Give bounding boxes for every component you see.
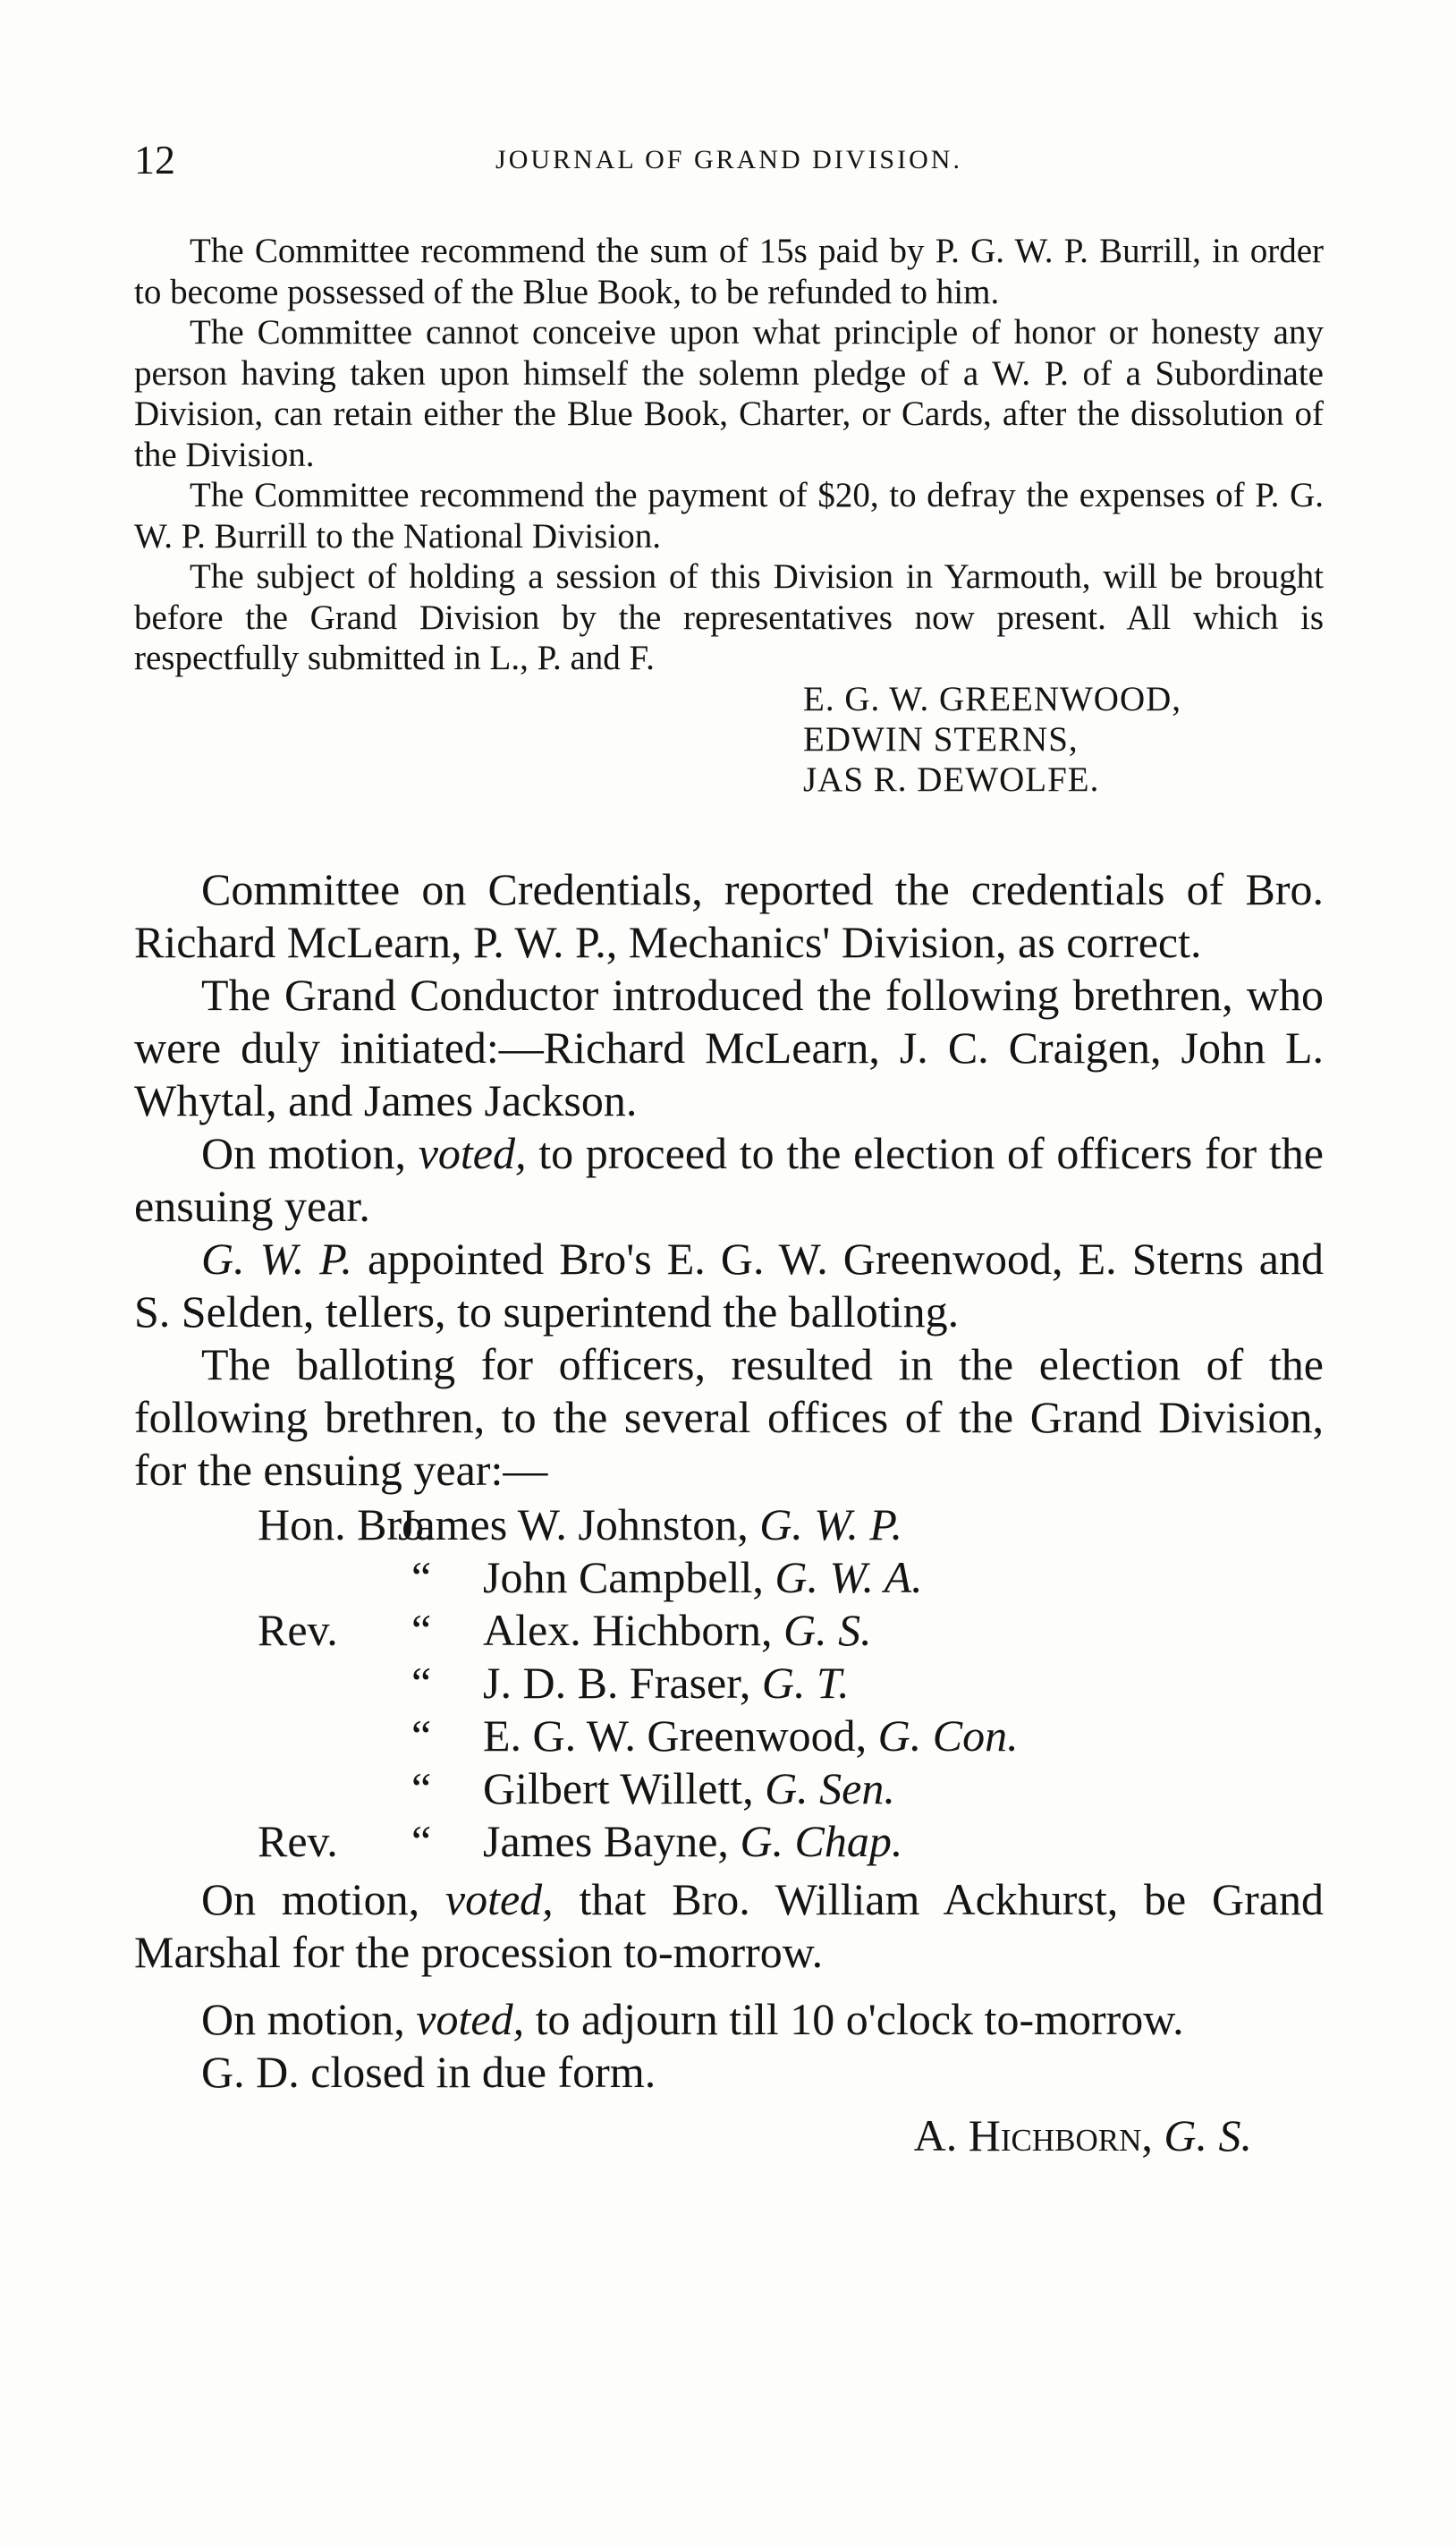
officer-row bbox=[134, 1604, 1324, 1657]
page-header bbox=[134, 136, 1324, 190]
officers-list bbox=[134, 1498, 1324, 1868]
officer-prefix: Hon. Bro. bbox=[258, 1499, 436, 1549]
committee-report bbox=[134, 231, 1324, 800]
running-title: JOURNAL OF GRAND DIVISION. bbox=[495, 145, 962, 174]
page-number: 12 bbox=[134, 137, 175, 182]
officer-row bbox=[134, 1762, 1324, 1815]
officer-name: James W. Johnston, G. W. P. bbox=[398, 1499, 902, 1549]
gwp-abbrev: G. W. P. bbox=[201, 1234, 352, 1284]
marshal-paragraph: On motion, voted, that Bro. William Ackhurst, be Grand Marshal for the procession to-morrow. bbox=[134, 1874, 1324, 1977]
voted-word: voted, bbox=[444, 1874, 554, 1924]
signatory: EDWIN STERNS, bbox=[803, 719, 1079, 759]
tellers-paragraph bbox=[134, 1233, 1324, 1338]
report-paragraph: The Committee recommend the sum of 15s paid by P. G. W. P. Burrill, in order to become possessed of the Blue Book, to be refunded to him. bbox=[134, 232, 1324, 311]
closed-paragraph: G. D. closed in due form. bbox=[201, 2047, 656, 2097]
officer-prefix: Rev. bbox=[258, 1816, 338, 1866]
report-paragraph: The Committee cannot conceive upon what principle of honor or honesty any person having taken upon himself the solemn pledge of a W. P. of a Subordinate Division, can retain either the Blue Book, Charter, or Cards, after the dissolution of the Division. bbox=[134, 313, 1324, 474]
secretary-name: A. Hichborn, bbox=[913, 2110, 1164, 2160]
officer-office: G. S. bbox=[783, 1605, 872, 1655]
officer-office: G. W. P. bbox=[759, 1499, 902, 1549]
voted-word: voted, bbox=[416, 1994, 525, 2044]
ditto-mark: “ bbox=[411, 1658, 432, 1708]
officer-name: E. G. W. Greenwood, G. Con. bbox=[483, 1710, 1019, 1761]
motion-rest: to proceed to the election of officers for the ensuing year. bbox=[134, 1128, 1324, 1231]
secretary-title: G. S. bbox=[1164, 2110, 1252, 2160]
officer-name: Gilbert Willett, G. Sen. bbox=[483, 1763, 895, 1813]
officer-row bbox=[134, 1815, 1324, 1868]
ditto-mark: “ bbox=[411, 1710, 432, 1761]
report-paragraph: The Committee recommend the payment of $20, to defray the expenses of P. G. W. P. Burrill to the National Division. bbox=[134, 476, 1324, 556]
officer-row bbox=[134, 1551, 1324, 1604]
motion-lead: On motion, bbox=[201, 1128, 419, 1178]
adjourn-paragraph: On motion, voted, to adjourn till 10 o'clock to-morrow. bbox=[201, 1994, 1184, 2044]
signatory: JAS R. DEWOLFE. bbox=[803, 760, 1100, 799]
officer-name: James Bayne, G. Chap. bbox=[483, 1816, 903, 1866]
credentials-paragraph: Committee on Credentials, reported the credentials of Bro. Richard McLearn, P. W. P., Mechanics' Division, as correct. bbox=[134, 864, 1324, 967]
balloting-paragraph: The balloting for officers, resulted in the election of the following brethren, to the several offices of the Grand Division, for the ensuing year:— bbox=[134, 1339, 1324, 1495]
report-paragraph: The subject of holding a session of this Division in Yarmouth, will be brought before the Grand Division by the representatives now present. All which is respectfully submitted in L., P. and F. bbox=[134, 557, 1324, 677]
ditto-mark: “ bbox=[411, 1816, 432, 1866]
proceedings bbox=[134, 863, 1324, 2162]
signatory: E. G. W. GREENWOOD, bbox=[803, 679, 1182, 718]
voted-word: voted, bbox=[418, 1128, 527, 1178]
officer-office: G. W. A. bbox=[775, 1552, 923, 1602]
ditto-mark: “ bbox=[411, 1763, 432, 1813]
tellers-text: appointed Bro's E. G. W. Greenwood, E. Sterns and S. Selden, tellers, to superintend the balloting. bbox=[134, 1234, 1324, 1337]
officer-row bbox=[134, 1657, 1324, 1710]
officer-name: Alex. Hichborn, G. S. bbox=[483, 1605, 872, 1655]
officer-row bbox=[134, 1498, 1324, 1551]
officer-office: G. T. bbox=[761, 1658, 850, 1708]
introduction-paragraph: The Grand Conductor introduced the following brethren, who were duly initiated:—Richard McLearn, J. C. Craigen, John L. Whytal, and James Jackson. bbox=[134, 970, 1324, 1125]
officer-office: G. Sen. bbox=[765, 1763, 895, 1813]
officer-office: G. Chap. bbox=[740, 1816, 903, 1866]
election-motion-paragraph bbox=[134, 1127, 1324, 1233]
officer-prefix: Rev. bbox=[258, 1605, 338, 1655]
ditto-mark: “ bbox=[411, 1605, 432, 1655]
secretary-signature bbox=[134, 2109, 1324, 2162]
officer-office: G. Con. bbox=[877, 1710, 1019, 1761]
officer-name: J. D. B. Fraser, G. T. bbox=[483, 1658, 850, 1708]
officer-row bbox=[134, 1710, 1324, 1762]
ditto-mark: “ bbox=[411, 1552, 432, 1602]
officer-name: John Campbell, G. W. A. bbox=[483, 1552, 923, 1602]
